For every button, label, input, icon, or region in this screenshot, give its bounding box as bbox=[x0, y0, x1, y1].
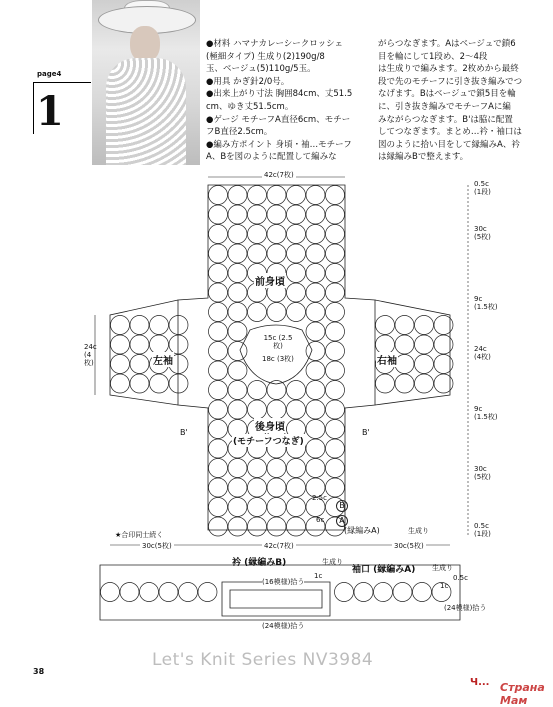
watermark-red: Ч... bbox=[470, 677, 490, 688]
motif-a bbox=[248, 381, 267, 400]
label-edging-a: (縁編みA) bbox=[344, 526, 380, 535]
motif-a bbox=[111, 316, 130, 335]
motif-a bbox=[209, 400, 228, 419]
motif-a bbox=[248, 459, 267, 478]
dim-right-9c-upper: 9c (1.5枚) bbox=[474, 295, 498, 311]
dim-right-bottom: 0.5c (1段) bbox=[474, 522, 491, 538]
motif-a bbox=[248, 400, 267, 419]
motif-a bbox=[326, 283, 345, 302]
dim-bottom-center: 42c(7枚) bbox=[264, 542, 294, 550]
motif-a bbox=[287, 459, 306, 478]
motif-a bbox=[209, 283, 228, 302]
page-number: 38 bbox=[33, 667, 45, 676]
motif-a bbox=[228, 225, 247, 244]
dim-bottom-left: 30c(5枚) bbox=[142, 542, 172, 550]
motif-a bbox=[228, 283, 247, 302]
motif-a bbox=[209, 303, 228, 322]
motif-a bbox=[306, 186, 325, 205]
motif-a bbox=[306, 303, 325, 322]
motif-a-marker: A bbox=[336, 515, 348, 527]
motif-a bbox=[287, 264, 306, 283]
dim-a-6c: 6c bbox=[316, 516, 325, 524]
motif-a bbox=[267, 459, 286, 478]
motif-a bbox=[267, 205, 286, 224]
motif-a bbox=[354, 583, 373, 602]
motif-a bbox=[306, 361, 325, 380]
motif-a bbox=[267, 244, 286, 263]
motif-a bbox=[287, 517, 306, 536]
motif-a bbox=[169, 374, 188, 393]
motif-a bbox=[209, 244, 228, 263]
page-label: page4 bbox=[37, 70, 62, 78]
watermark-stranamam: Страна Мам bbox=[500, 681, 545, 707]
motif-a bbox=[267, 478, 286, 497]
motif-a bbox=[228, 186, 247, 205]
motif-a bbox=[130, 355, 149, 374]
motif-a bbox=[248, 478, 267, 497]
motif-a bbox=[228, 381, 247, 400]
dim-cuff-pick: (24模様)拾う bbox=[444, 604, 487, 612]
dim-top-width: 42c(7枚) bbox=[264, 171, 294, 179]
dim-right-9c-lower: 9c (1.5枚) bbox=[474, 405, 498, 421]
instructions-column-1: ●材料 ハマナカレーシークロッシェ (極細タイプ) 生成り(2)190g/8 玉、ベージュ(5)110g/5玉。 ●用具 かぎ針2/0号。 ●出来上がり寸法 胸囲84cm、丈51.5 cm、ゆき丈51.5cm。 ●ゲージ モチーフA直径6cm、モチー フB直径2.5cm。 ●編み方ポイント 身頃・袖…モチーフ A、Bを図のように配置して編みな bbox=[206, 39, 353, 163]
motif-a bbox=[306, 244, 325, 263]
motif-a bbox=[306, 459, 325, 478]
label-left-sleeve: 左袖 bbox=[152, 352, 174, 367]
dim-right-30c: 30c (5枚) bbox=[474, 225, 491, 241]
motif-a bbox=[248, 517, 267, 536]
motif-a bbox=[150, 316, 169, 335]
motif-a bbox=[209, 186, 228, 205]
motif-a bbox=[228, 244, 247, 263]
collar-center bbox=[222, 582, 330, 616]
label-cuff-edging: 袖口 (縁編みA) bbox=[352, 565, 416, 575]
motif-b-prime-left: B' bbox=[180, 428, 188, 437]
motif-a bbox=[209, 517, 228, 536]
motif-a bbox=[306, 264, 325, 283]
label-right-sleeve: 右袖 bbox=[376, 352, 398, 367]
dim-bottom-right: 30c(5枚) bbox=[394, 542, 424, 550]
motif-a bbox=[198, 583, 217, 602]
label-edging-a-color: 生成り bbox=[408, 527, 429, 535]
pattern-number: 1 bbox=[36, 88, 64, 135]
motif-a bbox=[326, 322, 345, 341]
motif-a bbox=[287, 283, 306, 302]
motif-a bbox=[209, 342, 228, 361]
motif-a bbox=[228, 517, 247, 536]
motif-a bbox=[287, 478, 306, 497]
motif-a bbox=[326, 244, 345, 263]
motif-a bbox=[287, 244, 306, 263]
motif-b-prime-right: B' bbox=[362, 428, 370, 437]
motif-a bbox=[228, 322, 247, 341]
motif-a bbox=[306, 400, 325, 419]
label-collar-edging: 衿 (縁編みB) bbox=[232, 558, 287, 568]
motif-b-marker: B bbox=[336, 500, 348, 512]
motif-a bbox=[287, 400, 306, 419]
dim-neck-18c: 18c (3枚) bbox=[262, 355, 294, 363]
motif-a bbox=[130, 374, 149, 393]
motif-a bbox=[150, 374, 169, 393]
motif-a bbox=[415, 355, 434, 374]
motif-a bbox=[248, 225, 267, 244]
motif-a bbox=[287, 498, 306, 517]
motif-a bbox=[326, 342, 345, 361]
collar-inner bbox=[230, 590, 322, 608]
motif-a bbox=[287, 303, 306, 322]
motif-a bbox=[111, 335, 130, 354]
motif-a bbox=[267, 225, 286, 244]
motif-a bbox=[415, 316, 434, 335]
motif-a bbox=[326, 439, 345, 458]
motif-a bbox=[248, 205, 267, 224]
dim-collar-1c: 1c bbox=[314, 572, 323, 580]
dim-right-24c: 24c (4枚) bbox=[474, 345, 491, 361]
motif-a bbox=[111, 355, 130, 374]
motif-a bbox=[169, 316, 188, 335]
motif-a bbox=[209, 225, 228, 244]
motif-a bbox=[228, 459, 247, 478]
motif-a bbox=[326, 264, 345, 283]
motif-a bbox=[130, 335, 149, 354]
motif-a bbox=[306, 322, 325, 341]
motif-a bbox=[306, 381, 325, 400]
motif-a bbox=[248, 303, 267, 322]
motif-a bbox=[326, 361, 345, 380]
motif-a bbox=[228, 498, 247, 517]
motif-a bbox=[415, 374, 434, 393]
motif-a bbox=[326, 400, 345, 419]
motif-a bbox=[228, 264, 247, 283]
dim-neck-15c: 15c (2.5枚) bbox=[263, 334, 293, 350]
motif-a bbox=[209, 498, 228, 517]
motif-a bbox=[248, 244, 267, 263]
motif-a bbox=[306, 420, 325, 439]
dim-cuff-1: 1c bbox=[440, 582, 449, 590]
motif-a bbox=[248, 186, 267, 205]
motif-a bbox=[209, 478, 228, 497]
label-front: 前身頃 bbox=[254, 273, 286, 288]
dim-collar-bottom: (24模様)拾う bbox=[262, 622, 305, 630]
dim-right-top: 0.5c (1段) bbox=[474, 180, 491, 196]
motif-a bbox=[159, 583, 178, 602]
motif-a bbox=[209, 420, 228, 439]
motif-a bbox=[209, 205, 228, 224]
motif-a bbox=[376, 374, 395, 393]
motif-a bbox=[209, 264, 228, 283]
dim-left-24c: 24c (4枚) bbox=[84, 343, 97, 367]
motif-a bbox=[209, 459, 228, 478]
motif-a bbox=[326, 420, 345, 439]
motif-a bbox=[267, 498, 286, 517]
motif-a bbox=[228, 205, 247, 224]
instructions-column-2: がらつなぎます。Aはベージュで鎖6 目を輪にして1段め、2〜4段 は生成りで編みます。2枚めから最終 段で先のモチーフに引き抜き編みでつ なげます。Bはベージュで鎖5目を輪 に、引き抜き編みでモチーフAに編 みながらつなぎます。B'は脇に配置 してつなぎます。まとめ…衿・袖口は 図のように拾い目をして縁編みA、衿 は縁編みBで整えます。 bbox=[378, 39, 523, 163]
motif-a bbox=[209, 381, 228, 400]
motif-a bbox=[287, 205, 306, 224]
motif-a bbox=[248, 498, 267, 517]
motif-a bbox=[326, 303, 345, 322]
motif-a bbox=[306, 225, 325, 244]
label-back-note: (モチーフつなぎ) bbox=[232, 434, 305, 447]
motif-a bbox=[267, 517, 286, 536]
motif-a bbox=[228, 303, 247, 322]
motif-a bbox=[326, 381, 345, 400]
motif-a bbox=[395, 374, 414, 393]
motif-a bbox=[287, 381, 306, 400]
motif-a bbox=[335, 583, 354, 602]
motif-a bbox=[179, 583, 198, 602]
motif-a bbox=[228, 478, 247, 497]
label-sleeve-note: ★合印同士続く bbox=[115, 531, 164, 539]
motif-a bbox=[376, 316, 395, 335]
label-collar-color: 生成り bbox=[322, 558, 343, 566]
dim-b-2-5c: 2.5c bbox=[312, 494, 327, 502]
motif-a bbox=[228, 342, 247, 361]
motif-a bbox=[326, 459, 345, 478]
motif-a bbox=[209, 439, 228, 458]
motif-a bbox=[413, 583, 432, 602]
motif-a bbox=[111, 374, 130, 393]
label-back: 後身頃 bbox=[254, 418, 286, 433]
motif-a bbox=[306, 283, 325, 302]
motif-a bbox=[267, 303, 286, 322]
motif-a bbox=[228, 361, 247, 380]
motif-a bbox=[287, 186, 306, 205]
motif-a bbox=[306, 439, 325, 458]
motif-a bbox=[267, 400, 286, 419]
motif-a bbox=[326, 478, 345, 497]
series-footer: Let's Knit Series NV3984 bbox=[152, 650, 374, 670]
motif-a bbox=[228, 400, 247, 419]
motif-a bbox=[101, 583, 120, 602]
motif-a bbox=[306, 205, 325, 224]
motif-a bbox=[326, 186, 345, 205]
motif-a bbox=[395, 316, 414, 335]
motif-a bbox=[140, 583, 159, 602]
motif-a bbox=[415, 335, 434, 354]
motif-a bbox=[120, 583, 139, 602]
motif-a bbox=[130, 316, 149, 335]
motif-a bbox=[287, 225, 306, 244]
dim-right-30c-lower: 30c (5枚) bbox=[474, 465, 491, 481]
motif-a bbox=[209, 361, 228, 380]
motif-a bbox=[326, 205, 345, 224]
label-cuff-color: 生成り bbox=[432, 564, 453, 572]
motif-a bbox=[267, 381, 286, 400]
dim-cuff-half: 0.5c bbox=[453, 574, 468, 582]
motif-a bbox=[374, 583, 393, 602]
motif-a bbox=[326, 225, 345, 244]
motif-a bbox=[209, 322, 228, 341]
motif-a bbox=[393, 583, 412, 602]
dim-collar-top: (16模様)拾う bbox=[262, 578, 305, 586]
motif-a bbox=[267, 186, 286, 205]
